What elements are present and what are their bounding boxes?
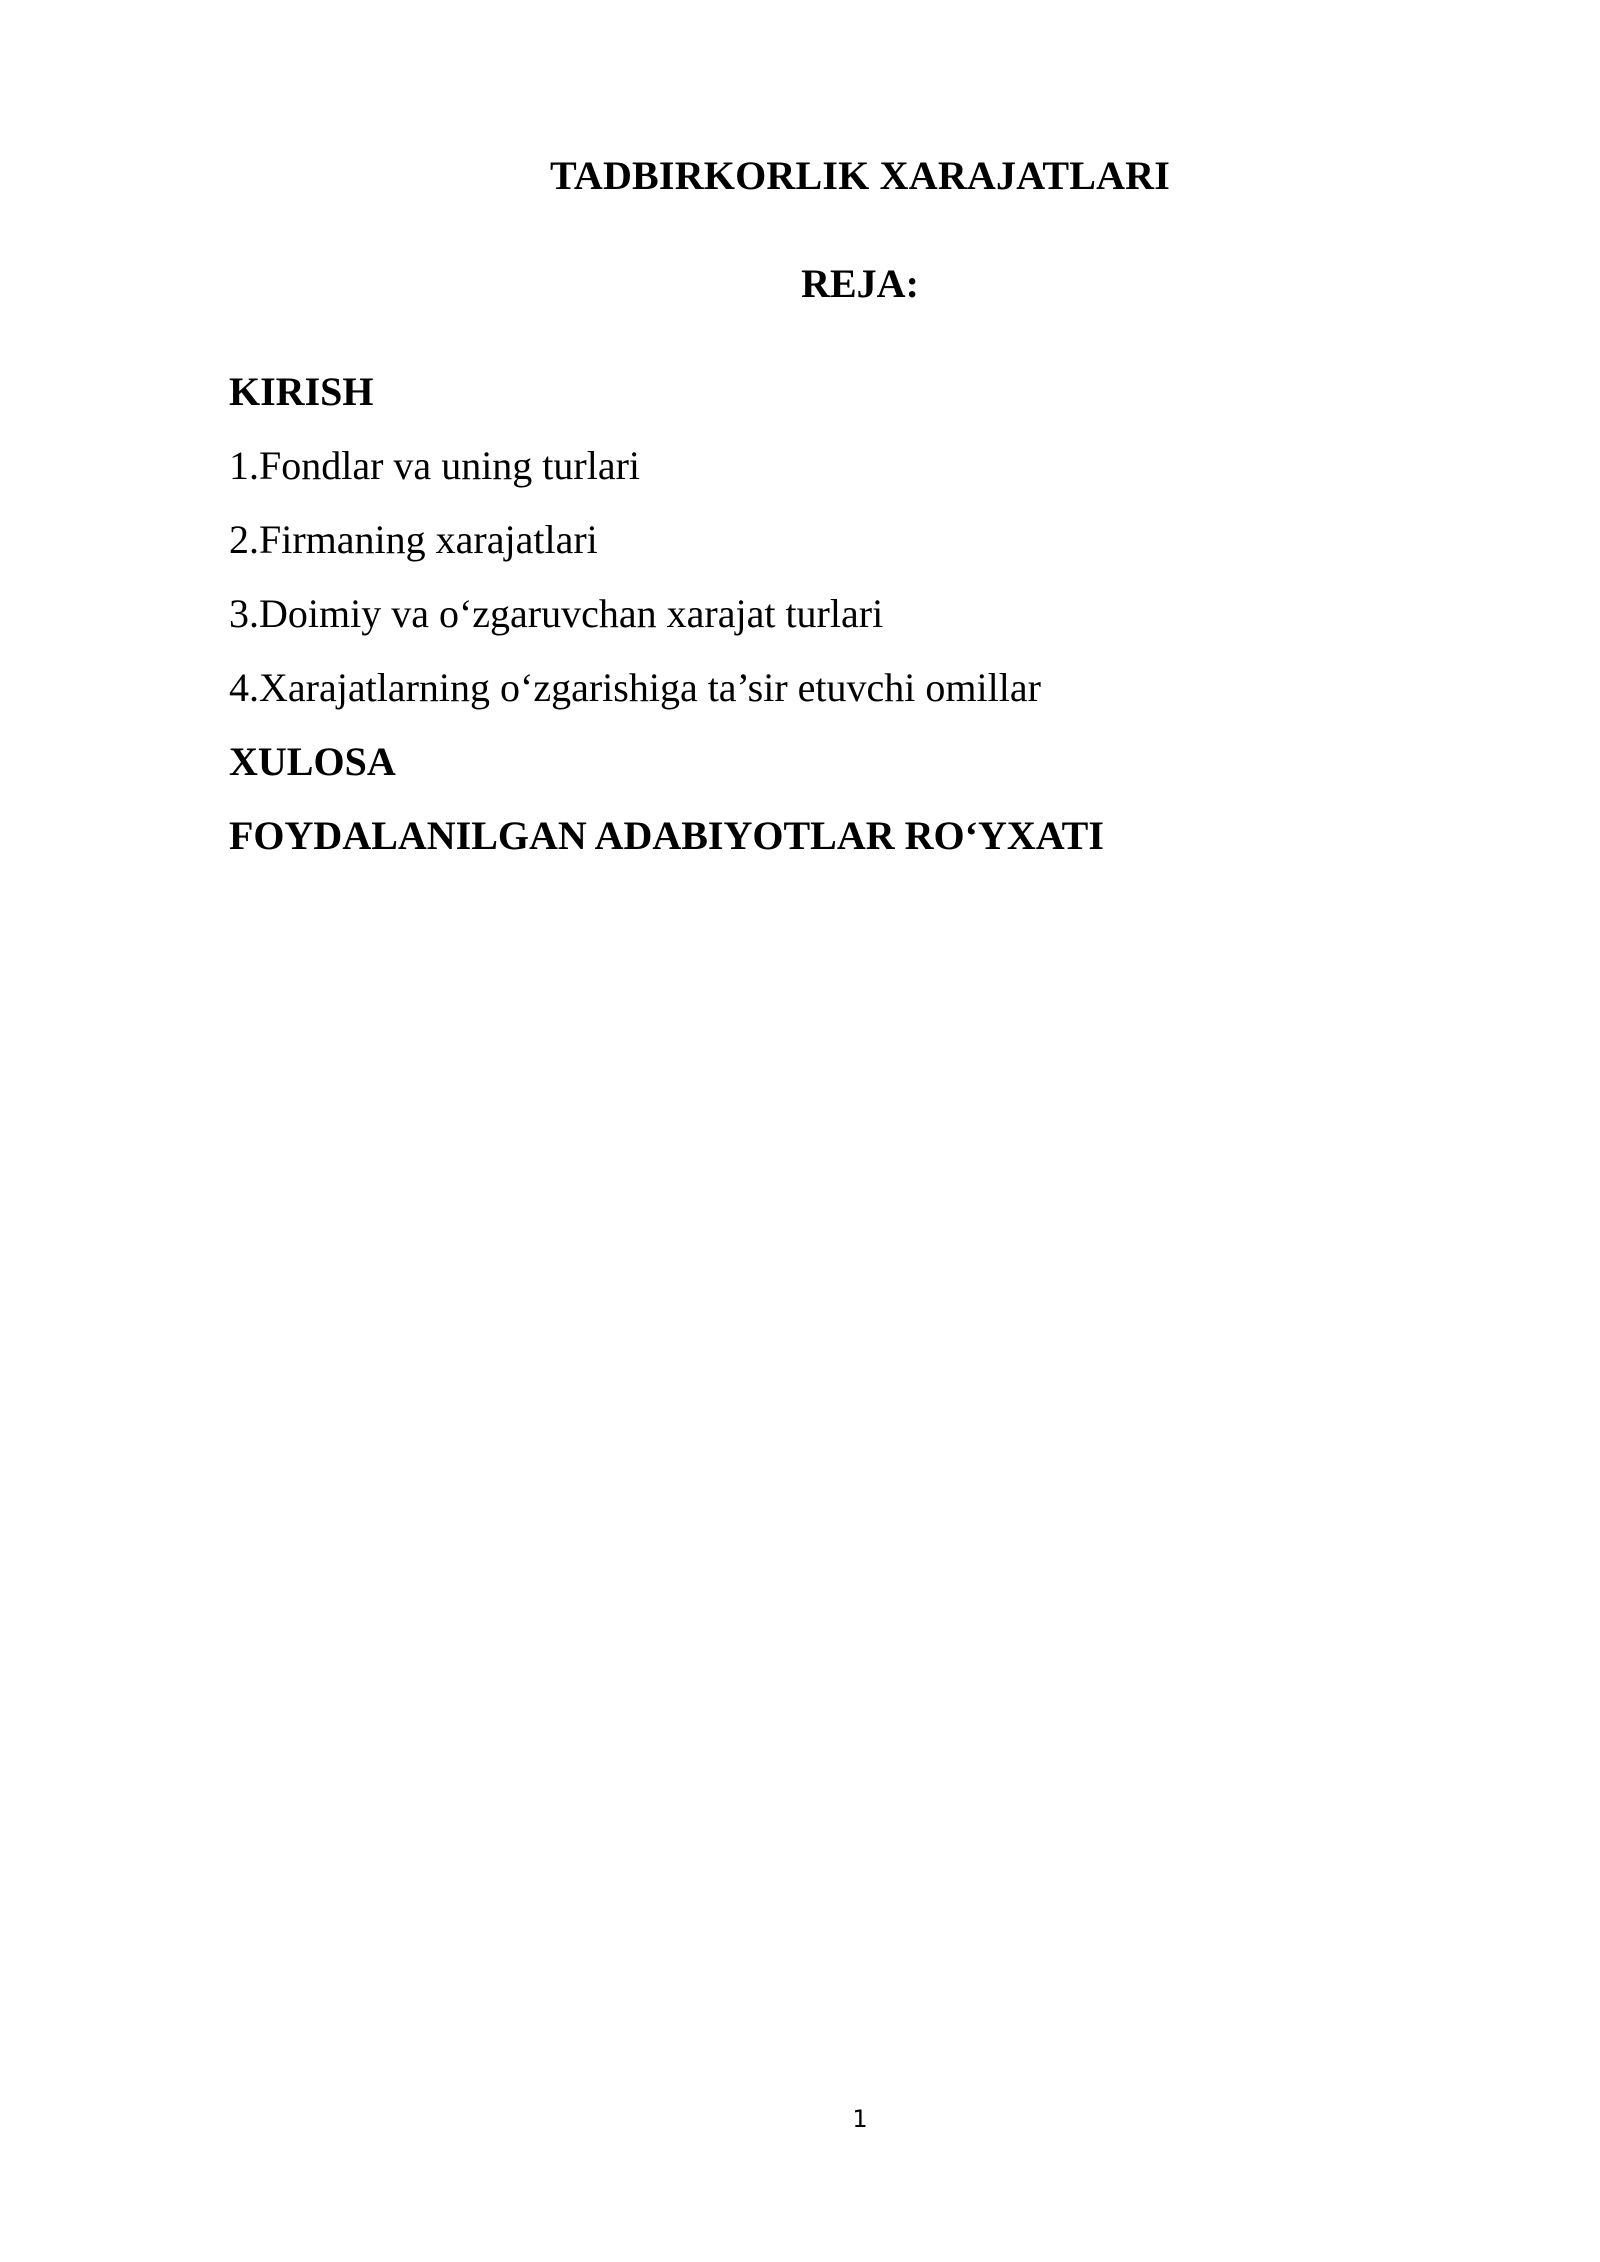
plan-item-4: 4.Xarajatlarning o‘zgarishiga ta’sir etuvchi omillar	[229, 665, 1041, 710]
page-number: 1	[852, 2105, 868, 2133]
plan-item-references: FOYDALANILGAN ADABIYOTLAR RO‘YXATI	[229, 813, 1104, 858]
plan-item-3: 3.Doimiy va o‘zgaruvchan xarajat turlari	[229, 591, 884, 636]
plan-heading: REJA:	[801, 261, 919, 306]
plan-item-conclusion: XULOSA	[229, 739, 396, 784]
plan-item-2: 2.Firmaning xarajatlari	[229, 517, 598, 562]
plan-list	[229, 368, 1429, 886]
plan-item-1: 1.Fondlar va uning turlari	[229, 443, 641, 488]
plan-item-intro: KIRISH	[229, 369, 374, 414]
document-title: TADBIRKORLIK XARAJATLARI	[549, 153, 1171, 198]
